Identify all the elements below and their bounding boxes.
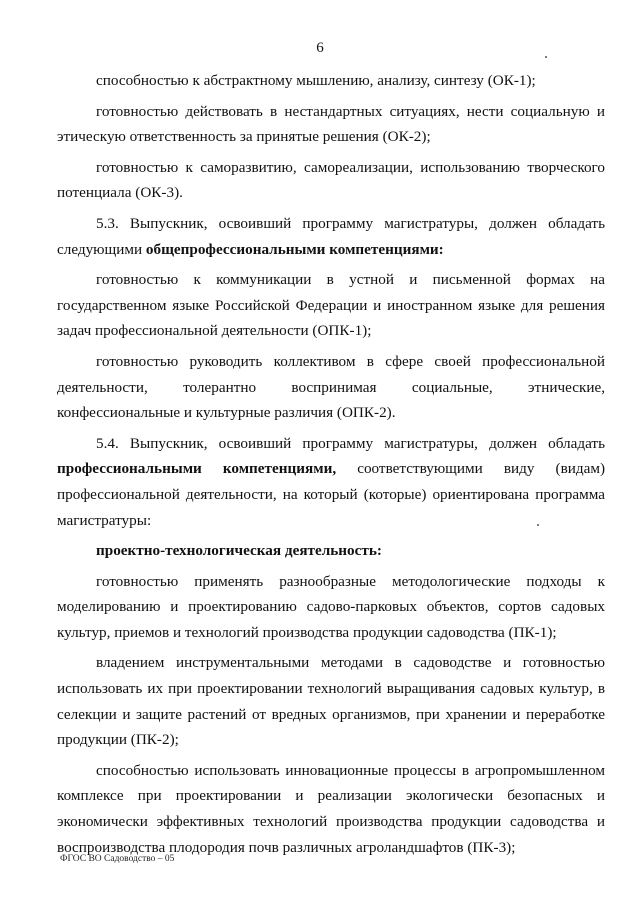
section-5-4-rest: соответствующими виду (видам) профессиональной деятельности, на который (которые) ориентирована программа магистратуры: xyxy=(57,460,606,529)
paragraph-section-5-3 xyxy=(57,211,605,262)
paragraph-ok2: готовностью действовать в нестандартных ситуациях, нести социальную и этическую ответственность за принятые решения (ОК-2); xyxy=(57,102,605,146)
paragraph-pk2: владением инструментальными методами в садоводстве и готовностью использовать их при проектировании технологий выращивания садовых культур, в селекции и защите растений от вредных организмов, при хранении и переработке продукции (ПК-2); xyxy=(57,654,605,749)
document-footer: ФГОС ВО Садоводство – 05 xyxy=(60,854,175,864)
section-5-3-bold: общепрофессиональными компетенциями: xyxy=(145,240,444,258)
paragraph-ok1: способностью к абстрактному мышлению, анализу, синтезу (ОК-1); xyxy=(96,72,536,89)
scan-speck xyxy=(545,56,547,58)
paragraph-section-5-4 xyxy=(57,431,605,533)
paragraph-pk1: готовностью применять разнообразные методологические подходы к моделированию и проектированию садово-парковых объектов, сортов садовых культур, приемов и технологий производства продукции садоводства (ПК-1); xyxy=(57,572,605,641)
paragraph-pk3: способностью использовать инновационные процессы в агропромышленном комплексе при проектировании и реализации экологически безопасных и экономически эффективных технологий производства продукции садоводства и воспроизводства плодородия почв различных агроландшафтов (ПК-3); xyxy=(57,761,605,856)
document-body xyxy=(57,68,605,860)
paragraph-ok3: готовностью к саморазвитию, самореализации, использованию творческого потенциала (ОК-3). xyxy=(57,158,605,202)
paragraph-opk2: готовностью руководить коллективом в сфере своей профессиональной деятельности, толерантно воспринимая социальные, этнические, конфессиональные и культурные различия (ОПК-2). xyxy=(57,352,605,422)
section-5-4-text: 5.4. Выпускник, освоивший программу магистратуры, должен обладать xyxy=(96,434,605,452)
section-5-3-text: 5.3. Выпускник, освоивший программу магистратуры, должен обладать следующими xyxy=(57,214,605,258)
paragraph-opk1: готовностью к коммуникации в устной и письменной формах на государственном языке Российской Федерации и иностранном языке для решения задач профессиональной деятельности (ОПК-1); xyxy=(57,271,605,340)
activity-heading: проектно-технологическая деятельность: xyxy=(96,542,382,560)
section-5-4-bold: профессиональными компетенциями, xyxy=(57,460,337,478)
page-number: 6 xyxy=(316,40,324,56)
